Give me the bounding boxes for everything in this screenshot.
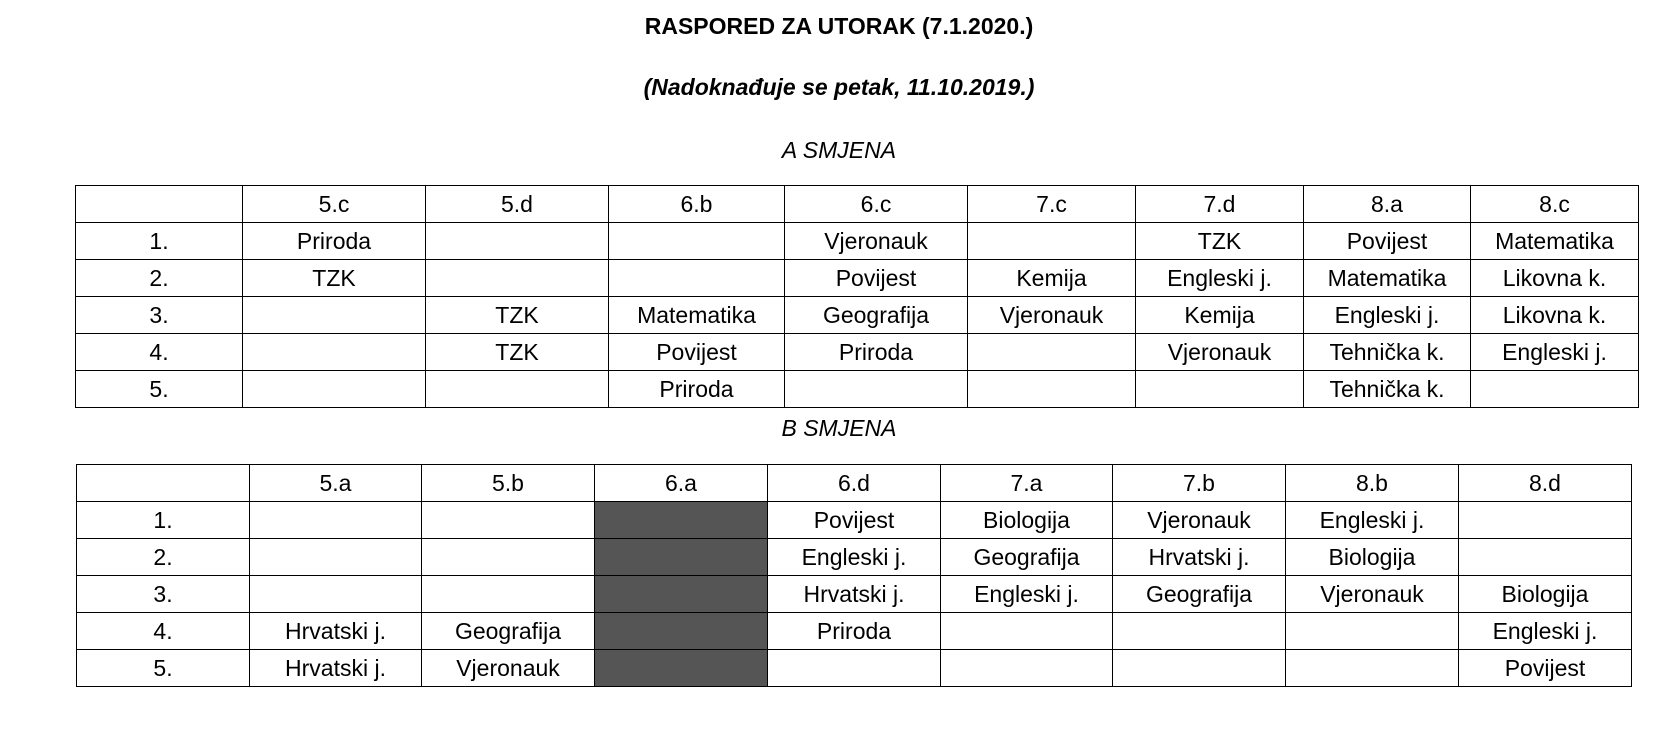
shift-b-blocked-cell: [595, 502, 768, 539]
shift-a-corner-cell: [76, 186, 243, 223]
shift-a-table-row: [76, 297, 1639, 334]
shift-a-period-cell: 1.: [76, 223, 243, 260]
shift-a-subject-cell: Vjeronauk: [1136, 334, 1304, 371]
shift-b-subject-cell: Geografija: [1113, 576, 1286, 613]
shift-a-subject-cell: Engleski j.: [1304, 297, 1471, 334]
shift-a-table-row: [76, 260, 1639, 297]
shift-b-period-cell: 3.: [77, 576, 250, 613]
shift-a-period-cell: 2.: [76, 260, 243, 297]
shift-b-subject-cell: Vjeronauk: [422, 650, 595, 687]
shift-b-subject-cell: [1113, 650, 1286, 687]
page-title: RASPORED ZA UTORAK (7.1.2020.): [644, 13, 1034, 39]
shift-a-subject-cell: Tehnička k.: [1304, 371, 1471, 408]
shift-a-subject-cell: Povijest: [785, 260, 968, 297]
shift-a-subject-cell: Matematika: [1471, 223, 1639, 260]
shift-b-subject-cell: Biologija: [941, 502, 1113, 539]
shift-a-table-row: [76, 223, 1639, 260]
shift-a-subject-cell: [609, 260, 785, 297]
shift-b-period-cell: 1.: [77, 502, 250, 539]
shift-b-subject-cell: [1286, 613, 1459, 650]
shift-a-subject-cell: [968, 371, 1136, 408]
shift-b-subject-cell: Vjeronauk: [1286, 576, 1459, 613]
shift-b-subject-cell: [1286, 650, 1459, 687]
shift-b-subject-cell: Geografija: [941, 539, 1113, 576]
shift-a-subject-cell: [243, 297, 426, 334]
shift-a-period-cell: 5.: [76, 371, 243, 408]
shift-b-subject-cell: [250, 539, 422, 576]
shift-a-header-row: [76, 186, 1639, 223]
shift-a-subject-cell: [243, 371, 426, 408]
page-subtitle: (Nadoknađuje se petak, 11.10.2019.): [643, 74, 1035, 100]
shift-b-subject-cell: Hrvatski j.: [768, 576, 941, 613]
shift-b-subject-cell: [1459, 502, 1632, 539]
shift-a-class-header: 8.c: [1471, 186, 1639, 223]
shift-b-class-header: 5.a: [250, 465, 422, 502]
shift-a-period-cell: 4.: [76, 334, 243, 371]
shift-a-subject-cell: TZK: [1136, 223, 1304, 260]
shift-a-subject-cell: Matematika: [1304, 260, 1471, 297]
shift-b-corner-cell: [77, 465, 250, 502]
shift-a-subject-cell: [968, 223, 1136, 260]
shift-a-subject-cell: Geografija: [785, 297, 968, 334]
shift-b-subject-cell: [941, 650, 1113, 687]
shift-a-subject-cell: [243, 334, 426, 371]
shift-a-subject-cell: TZK: [426, 334, 609, 371]
shift-a-subject-cell: Povijest: [609, 334, 785, 371]
shift-a-period-cell: 3.: [76, 297, 243, 334]
shift-a-subject-cell: Priroda: [243, 223, 426, 260]
shift-b-subject-cell: Hrvatski j.: [1113, 539, 1286, 576]
shift-b-heading: B SMJENA: [781, 415, 897, 441]
shift-b-subject-cell: [422, 502, 595, 539]
shift-b-subject-cell: [422, 539, 595, 576]
shift-b-table-row: [77, 613, 1632, 650]
shift-a-class-header: 8.a: [1304, 186, 1471, 223]
shift-a-subject-cell: [609, 223, 785, 260]
shift-b-subject-cell: Povijest: [1459, 650, 1632, 687]
shift-a-subject-cell: Vjeronauk: [968, 297, 1136, 334]
shift-b-subject-cell: Engleski j.: [941, 576, 1113, 613]
shift-b-subject-cell: Vjeronauk: [1113, 502, 1286, 539]
shift-a-class-header: 5.c: [243, 186, 426, 223]
shift-b-class-header: 7.a: [941, 465, 1113, 502]
shift-a-subject-cell: Vjeronauk: [785, 223, 968, 260]
shift-b-class-header: 5.b: [422, 465, 595, 502]
shift-b-subject-cell: Priroda: [768, 613, 941, 650]
shift-a-subject-cell: [426, 223, 609, 260]
shift-b-subject-cell: Povijest: [768, 502, 941, 539]
shift-a-class-header: 5.d: [426, 186, 609, 223]
shift-a-subject-cell: Likovna k.: [1471, 260, 1639, 297]
shift-b-subject-cell: Engleski j.: [768, 539, 941, 576]
shift-a-subject-cell: Povijest: [1304, 223, 1471, 260]
shift-b-period-cell: 5.: [77, 650, 250, 687]
shift-a-subject-cell: Matematika: [609, 297, 785, 334]
shift-a-subject-cell: Engleski j.: [1471, 334, 1639, 371]
shift-b-blocked-cell: [595, 613, 768, 650]
shift-a-class-header: 7.c: [968, 186, 1136, 223]
shift-b-class-header: 6.d: [768, 465, 941, 502]
shift-b-subject-cell: [250, 576, 422, 613]
shift-b-subject-cell: [941, 613, 1113, 650]
shift-b-table-row: [77, 502, 1632, 539]
shift-b-subject-cell: [250, 502, 422, 539]
shift-b-subject-cell: Biologija: [1459, 576, 1632, 613]
shift-b-class-header: 8.b: [1286, 465, 1459, 502]
shift-b-subject-cell: [422, 576, 595, 613]
shift-b-period-cell: 4.: [77, 613, 250, 650]
shift-a-subject-cell: [785, 371, 968, 408]
shift-a-subject-cell: TZK: [243, 260, 426, 297]
shift-a-subject-cell: Likovna k.: [1471, 297, 1639, 334]
shift-a-table-row: [76, 371, 1639, 408]
shift-b-table: [76, 464, 1632, 687]
shift-b-class-header: 7.b: [1113, 465, 1286, 502]
shift-b-subject-cell: Engleski j.: [1286, 502, 1459, 539]
shift-b-class-header: 8.d: [1459, 465, 1632, 502]
shift-a-subject-cell: Priroda: [785, 334, 968, 371]
shift-a-subject-cell: [1471, 371, 1639, 408]
shift-b-subject-cell: Biologija: [1286, 539, 1459, 576]
shift-b-period-cell: 2.: [77, 539, 250, 576]
shift-b-table-row: [77, 576, 1632, 613]
shift-b-blocked-cell: [595, 576, 768, 613]
shift-b-subject-cell: Hrvatski j.: [250, 650, 422, 687]
shift-b-class-header: 6.a: [595, 465, 768, 502]
shift-a-table: [75, 185, 1639, 408]
shift-a-subject-cell: TZK: [426, 297, 609, 334]
shift-a-subject-cell: [426, 260, 609, 297]
shift-b-table-row: [77, 539, 1632, 576]
shift-b-subject-cell: Engleski j.: [1459, 613, 1632, 650]
shift-b-subject-cell: [768, 650, 941, 687]
shift-a-class-header: 6.b: [609, 186, 785, 223]
shift-a-subject-cell: [968, 334, 1136, 371]
shift-b-subject-cell: [1459, 539, 1632, 576]
shift-b-subject-cell: Hrvatski j.: [250, 613, 422, 650]
shift-b-blocked-cell: [595, 539, 768, 576]
shift-a-heading: A SMJENA: [781, 137, 897, 163]
shift-a-subject-cell: Kemija: [968, 260, 1136, 297]
shift-a-subject-cell: Priroda: [609, 371, 785, 408]
shift-b-blocked-cell: [595, 650, 768, 687]
shift-a-class-header: 6.c: [785, 186, 968, 223]
shift-b-subject-cell: [1113, 613, 1286, 650]
shift-a-table-row: [76, 334, 1639, 371]
shift-a-subject-cell: Kemija: [1136, 297, 1304, 334]
shift-a-class-header: 7.d: [1136, 186, 1304, 223]
shift-a-subject-cell: [426, 371, 609, 408]
shift-b-header-row: [77, 465, 1632, 502]
shift-b-subject-cell: Geografija: [422, 613, 595, 650]
shift-a-subject-cell: Tehnička k.: [1304, 334, 1471, 371]
shift-b-table-row: [77, 650, 1632, 687]
shift-a-subject-cell: [1136, 371, 1304, 408]
shift-a-subject-cell: Engleski j.: [1136, 260, 1304, 297]
